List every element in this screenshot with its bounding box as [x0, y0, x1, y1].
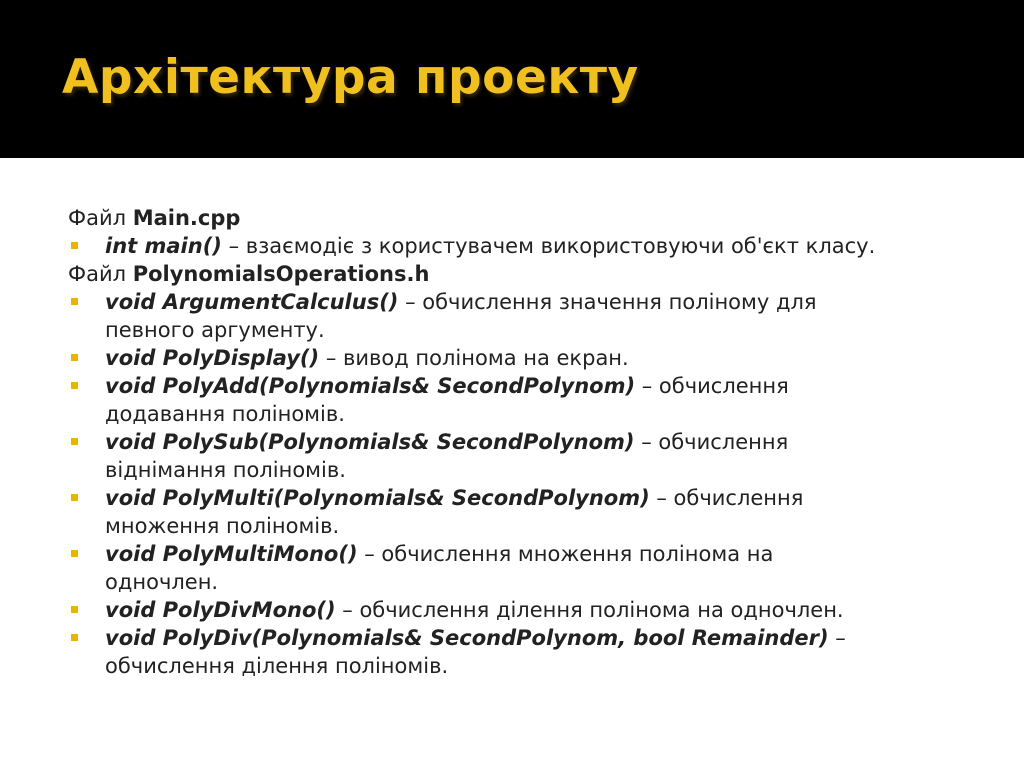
file-prefix: Файл: [68, 206, 133, 230]
function-signature: void PolyMultiMono(): [105, 542, 358, 566]
bullet-first-line: [105, 372, 968, 400]
square-bullet-icon: [71, 382, 78, 389]
title-bar: [0, 0, 1024, 158]
file-prefix: Файл: [68, 262, 133, 286]
bullet-item: [68, 596, 968, 624]
function-description-continued: одночлен.: [105, 570, 219, 594]
square-bullet-icon: [71, 438, 78, 445]
function-description: – обчислення: [635, 374, 789, 398]
function-description-continued: певного аргументу.: [105, 318, 325, 342]
bullet-first-line: [105, 624, 968, 652]
bullet-first-line: [105, 232, 968, 260]
function-description: – обчислення: [634, 430, 789, 454]
bullet-first-line: [105, 288, 968, 316]
function-description: – обчислення множення полінома на: [357, 542, 774, 566]
polynomials-operations-items: [68, 288, 968, 680]
bullet-item: [68, 344, 968, 372]
function-description-continued: обчислення ділення поліномів.: [105, 654, 449, 678]
square-bullet-icon: [71, 634, 78, 641]
bullet-item: [68, 288, 968, 344]
function-description: – взаємодіє з користувачем використовуючи об'єкт класу.: [221, 234, 876, 258]
function-description-continued: віднімання поліномів.: [105, 458, 346, 482]
square-bullet-icon: [71, 354, 78, 361]
function-signature: void ArgumentCalculus(): [105, 290, 399, 314]
function-signature: void PolySub(Polynomials& SecondPolynom): [105, 430, 635, 454]
square-bullet-icon: [71, 298, 78, 305]
bullet-item: [68, 484, 968, 540]
function-signature: void PolyMulti(Polynomials& SecondPolynom): [105, 486, 650, 510]
function-signature: int main(): [105, 234, 222, 258]
square-bullet-icon: [71, 550, 78, 557]
square-bullet-icon: [71, 494, 78, 501]
bullet-item: [68, 624, 968, 680]
function-description: –: [828, 626, 846, 650]
bullet-first-line: [105, 540, 968, 568]
file-heading-polynomials: [68, 260, 968, 288]
file-name: Main.cpp: [132, 206, 241, 230]
function-description: – обчислення ділення полінома на одночлен.: [335, 598, 844, 622]
bullet-first-line: [105, 596, 968, 624]
bullet-first-line: [105, 344, 968, 372]
function-signature: void PolyDisplay(): [105, 346, 320, 370]
function-signature: void PolyDiv(Polynomials& SecondPolynom, bool Remainder): [105, 626, 829, 650]
slide-content: [68, 204, 968, 680]
file-name: PolynomialsOperations.h: [132, 262, 430, 286]
function-description-continued: множення поліномів.: [105, 514, 340, 538]
bullet-first-line: [105, 428, 968, 456]
function-description: – обчислення значення поліному для: [398, 290, 817, 314]
slide-title: Архітектура проекту: [62, 50, 639, 105]
function-description-continued: додавання поліномів.: [105, 402, 345, 426]
bullet-first-line: [105, 484, 968, 512]
square-bullet-icon: [71, 242, 78, 249]
bullet-item: [68, 540, 968, 596]
function-description: – обчислення: [649, 486, 804, 510]
file-heading-main: [68, 204, 968, 232]
main-cpp-items: [68, 232, 968, 260]
function-signature: void PolyDivMono(): [105, 598, 336, 622]
bullet-item: [68, 372, 968, 428]
function-signature: void PolyAdd(Polynomials& SecondPolynom): [105, 374, 636, 398]
bullet-item: [68, 428, 968, 484]
square-bullet-icon: [71, 606, 78, 613]
function-description: – вивод полінома на екран.: [319, 346, 629, 370]
bullet-item: [68, 232, 968, 260]
